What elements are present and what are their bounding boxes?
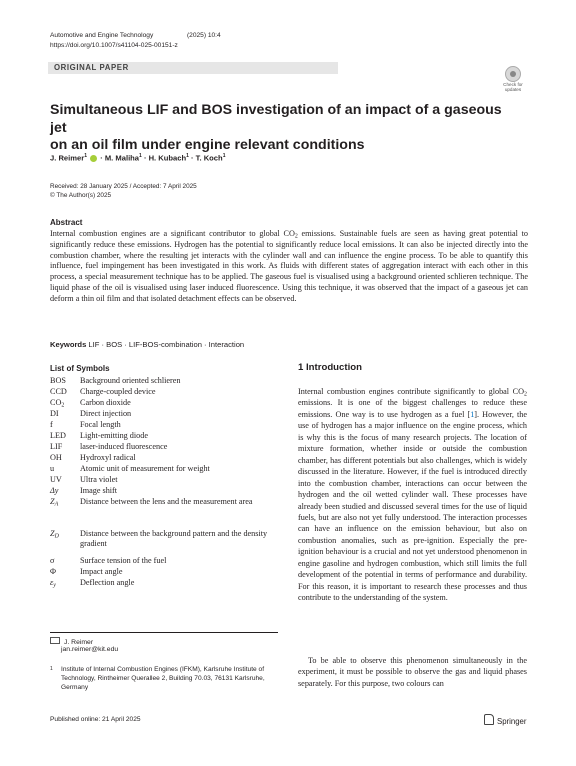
symbol-term: BOS <box>50 376 66 385</box>
article-type-label: ORIGINAL PAPER <box>54 63 129 72</box>
corresponding-author-name: J. Reimer <box>64 639 94 646</box>
intro-text: emissions. It is one of the biggest challenges to reduce these emissions. One way is to use hydrogen as a fuel [ <box>298 398 527 419</box>
symbol-subscript: A <box>54 501 59 508</box>
symbol-base: CO <box>50 398 62 407</box>
keywords-label: Keywords <box>50 340 87 349</box>
symbol-definition: Image shift <box>80 486 118 495</box>
symbol-definition: Hydroxyl radical <box>80 453 136 462</box>
abstract-text <box>50 229 528 305</box>
symbol-term: u <box>50 464 55 473</box>
symbol-term: Φ <box>50 567 56 576</box>
symbol-definition: Light-emitting diode <box>80 431 148 440</box>
journal-volume: (2025) 10:4 <box>186 32 221 39</box>
author-list: J. Reimer$^1$ · M. Maliha$^1$ · H. Kubach$^1$ · T. Koch$^1$ <box>50 153 226 163</box>
symbol-term: OH <box>50 453 62 462</box>
author-affil-mark: 1 <box>186 153 189 159</box>
check-for-updates-badge[interactable] <box>498 66 528 94</box>
citation-link[interactable]: 1 <box>470 409 475 419</box>
symbol-subscript: y <box>53 582 56 589</box>
paper-title <box>50 102 520 155</box>
copyright-line: © The Author(s) 2025 <box>50 192 112 199</box>
symbol-definition: Distance between the background pattern and the density gradient <box>80 529 268 549</box>
symbol-term <box>50 529 80 539</box>
publication-dates <box>50 182 197 200</box>
footnote-rule <box>50 632 278 633</box>
symbol-definition: Charge-coupled device <box>80 387 156 396</box>
author-affil-mark: 1 <box>222 153 226 159</box>
symbol-term <box>50 398 80 408</box>
symbol-definition: Focal length <box>80 420 121 429</box>
doi-link[interactable]: https://doi.org/10.1007/s41104-025-00151-z <box>50 42 178 49</box>
check-updates-icon <box>505 66 521 82</box>
symbol-definition: Direct injection <box>80 409 132 418</box>
intro-co2-sub: 2 <box>524 391 527 398</box>
received-accepted: Received: 28 January 2025 / Accepted: 7 April 2025 <box>50 183 197 190</box>
symbol-term <box>50 578 80 588</box>
intro-paragraph-2: To be able to observe this phenomenon simultaneously in the experiment, it must be possible to observe the gas and liquid phases separately. For this purpose, two colours can <box>298 656 527 688</box>
author-name[interactable]: H. Kubach <box>148 153 187 163</box>
envelope-icon <box>50 637 60 644</box>
article-type-bar <box>48 62 338 74</box>
publisher-logo <box>484 714 526 726</box>
abstract-co2-sub: 2 <box>294 233 298 240</box>
keywords-text: LIF · BOS · LIF-BOS-combination · Interaction <box>88 340 245 349</box>
symbol-term: UV <box>50 475 62 484</box>
symbol-definition: Atomic unit of measurement for weight <box>80 464 210 473</box>
section-heading-introduction: 1 Introduction <box>298 362 362 373</box>
symbol-term: DI <box>50 409 59 418</box>
abstract-heading: Abstract <box>50 218 83 227</box>
symbol-definition: laser-induced fluorescence <box>80 442 168 451</box>
journal-citation <box>50 32 221 39</box>
published-online: Published online: 21 April 2025 <box>50 716 141 723</box>
affiliation-text: Institute of Internal Combustion Engines (IFKM), Karlsruhe Institute of Technology, Rintheimer Querallee 2, Building 70.03, 76131 Karlsruhe, Germany <box>61 666 265 692</box>
symbol-base: Z <box>50 529 55 538</box>
symbol-base: ε <box>50 578 54 587</box>
symbol-definition: Deflection angle <box>80 578 135 587</box>
symbols-heading: List of Symbols <box>50 364 110 373</box>
publisher-name: Springer <box>497 717 527 726</box>
author-name[interactable]: T. Koch <box>195 153 223 163</box>
symbol-definition: Ultra violet <box>80 475 118 484</box>
intro-text: ]. However, the use of hydrogen has a major influence on the engine process, which is why this is the focus of many research projects. The location of mixture formation, whether inside or outside the combustion chamber, has different potentials but also challenges, which is widely discussed in the literature. However, if the fuel is introduced directly into the combustion chamber, interactions can occur between the hydrogen and the oil wetted cylinder wall. These processes have already been studied and discussed several times for the use of liquid fuels, but are also not yet fully understood. The interaction processes can have an influence on the emission behaviour, but also on combustion anomalies, such as pre-ignition. Especially the pre-ignition behaviour is a crucial and not yet understood phenomenon in engine gasoline and hydrogen combustion, which still limits the full development of the potential in terms of performance and durability. For this reason, it is important to research these processes and thus contribute to the understanding of the system. <box>298 409 527 603</box>
abstract-part-2: emissions. Sustainable fuels are seen as having great potential to significantly reduce these emissions. Hydrogen has the potential to significantly reduce local emissions. It can also be injected directly into the combustion chamber, where the resulting jet interacts with the cylinder wall and can influence the engine process. To be able to quantify this influence, fuel impingement has been investigated in this work. As fluids with different states of aggregation interact with each other in this process, a special measurement technique has to be applied. The gaseous fuel is visualised using a background oriented schlieren technique. The liquid phase of the oil is visualised using laser induced fluorescence. Using this technique, it was observed that the impact of a gaseous jet can deform a thin oil film and that isolated detachment effects can be observed. <box>50 229 528 303</box>
affiliation-number: 1 <box>50 666 53 672</box>
intro-text: Internal combustion engines contribute significantly to global CO <box>298 387 525 396</box>
symbol-definition: Surface tension of the fuel <box>80 556 167 565</box>
symbol-term: CCD <box>50 387 67 396</box>
author-name[interactable]: M. Maliha <box>104 153 140 163</box>
symbol-term: f <box>50 420 53 429</box>
symbol-term <box>50 497 80 507</box>
abstract-part-1: Internal combustion engines are a significant contributor to global CO <box>50 229 295 238</box>
symbol-subscript: 2 <box>61 402 65 409</box>
symbol-term: LIF <box>50 442 63 451</box>
symbol-definition: Background oriented schlieren <box>80 376 181 385</box>
author-affil-mark: 1 <box>139 153 142 159</box>
symbol-term: σ <box>50 556 55 565</box>
symbol-definition: Carbon dioxide <box>80 398 131 407</box>
title-line-1: Simultaneous LIF and BOS investigation of an impact of a gaseous jet <box>50 102 502 136</box>
journal-name: Automotive and Engine Technology <box>50 32 154 39</box>
symbol-base: Z <box>50 497 55 506</box>
author-affil-mark: 1 <box>84 153 87 159</box>
symbol-definition: Impact angle <box>80 567 123 576</box>
keywords-line <box>50 340 244 349</box>
orcid-icon[interactable] <box>90 155 97 162</box>
title-line-2: on an oil film under engine relevant conditions <box>50 137 365 153</box>
symbol-term: LED <box>50 431 66 440</box>
corresponding-email[interactable]: jan.reimer@kit.edu <box>61 646 119 653</box>
symbol-subscript: D <box>54 533 59 540</box>
symbol-term: Δy <box>50 486 59 495</box>
intro-paragraph-1 <box>298 386 527 604</box>
springer-horse-icon <box>484 714 494 725</box>
author-name[interactable]: J. Reimer <box>50 153 85 163</box>
check-updates-label: Check for updates <box>503 82 523 92</box>
symbol-definition: Distance between the lens and the measurement area <box>80 497 253 506</box>
